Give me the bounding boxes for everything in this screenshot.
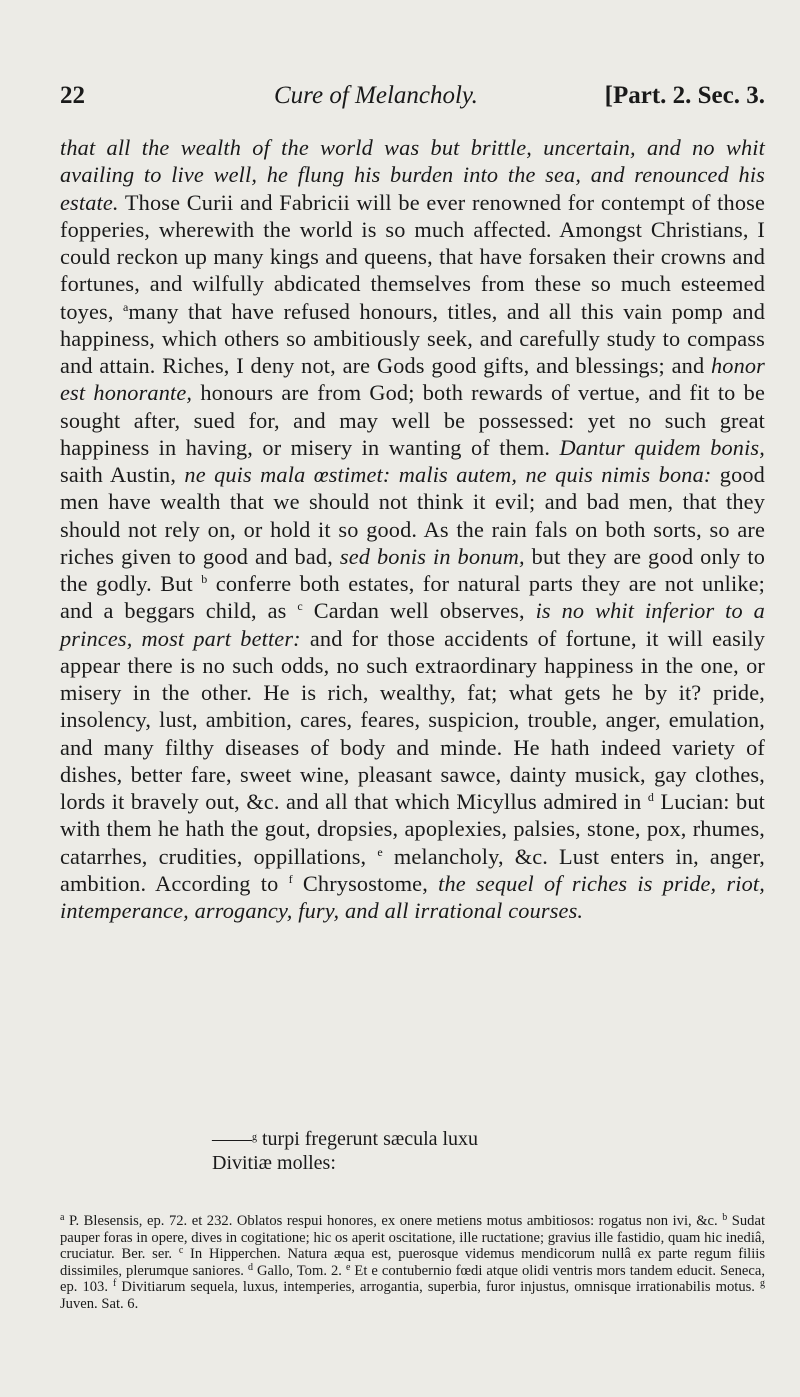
section-reference: [Part. 2. Sec. 3. (604, 82, 765, 109)
text-run: is no whit inferior to a princes, most part better: (60, 598, 765, 651)
footnote-marker: f (288, 871, 293, 886)
text-run: and for those accidents of fortune, it will easily appear there is no such odds, no such extraordinary happiness in the one, or misery in the other. He is rich, wealthy, fat; what gets he by it? pride, insolency, lust, ambition, cares, feares, suspicion, trouble, anger, emulation, and many filthy diseases of body and minde. He hath indeed variety of dishes, better fare, sweet wine, pleasant sawce, dainty musick, gay clothes, lords it bravely out, &c. and all that which Micyllus admired in (60, 625, 765, 814)
footnote-marker: d (247, 1261, 253, 1273)
verse-quotation (212, 1126, 632, 1175)
footnote-text: Et e contubernio fœdi atque olidi ventris mors tandem educit. Seneca, ep. 103. (60, 1262, 765, 1296)
footnotes (60, 1213, 765, 1313)
text-run: melancholy, &c. Lust enters in, anger, ambition. According to (60, 843, 765, 896)
footnote-text: In Hipperchen. Natura æqua est, puerosque videmus mendicorum nullâ ex parte regum filiis dissimiles, plerumque saniores. (60, 1246, 765, 1279)
footnote-text: Juven. Sat. 6. (60, 1295, 139, 1312)
text-run: Chrysostome, (292, 870, 439, 896)
text-run: ne quis mala œstimet: malis autem, ne quis nimis bona: (184, 462, 712, 487)
page-number: 22 (60, 82, 85, 109)
verse-line: ——$^g$ turpi fregerunt sæcula luxu (212, 1128, 479, 1150)
text-run: honours are from God; both rewards of vertue, and fit to be sought after, sued for, and may well be possessed: yet no such great happiness in having, or misery in wanting of them. (60, 380, 765, 460)
text-run: good men have wealth that we should not think it evil; and bad men, that they should not rely on, or hold it so good. As the rain fals on both sorts, so are riches given to good and bad, (60, 462, 765, 569)
text-run: conferre both estates, for natural parts they are not unlike; and a beggars child, as (60, 571, 766, 624)
footnote-text: Divitiarum sequela, luxus, intemperies, arrogantia, superbia, furor injustus, omnisque irrationabilis motus. (116, 1279, 760, 1296)
text-run: honor est honorante, (60, 353, 765, 406)
verse-line: Divitiæ molles: (212, 1152, 336, 1174)
text-run: but they are good only to the godly. But (60, 543, 765, 596)
verse-text: turpi fregerunt sæcula luxu (257, 1128, 479, 1150)
footnote-block (60, 1213, 765, 1313)
footnote-marker: g (760, 1278, 765, 1290)
text-run: that all the wealth of the world was but brittle, uncertain, and no whit availing to live well, he flung his burden into the sea, and renounced his estate. (60, 135, 765, 215)
footnote-text: P. Blesensis, ep. 72. et 232. Oblatos respui honores, ex onere metiens motus ambitiosos: rogatus non ivi, &c. (64, 1213, 723, 1229)
main-text (60, 134, 765, 924)
footnote-text: Sudat pauper foras in opere, dives in cogitatione; hic os aperit oscitatione, ille ructatione; gravius ille fastidio, quam hic inediâ, cruciatur. Ber. ser. (60, 1213, 765, 1263)
footnote-marker: e (377, 844, 383, 859)
footnote-marker: f (113, 1278, 117, 1290)
body-paragraph (60, 134, 765, 924)
footnote-marker: c (178, 1245, 184, 1257)
text-run: Those Curii and Fabricii will be ever renowned for contempt of those fopperies, wherewith the world is so much affected. Amongst Christians, I could reckon up many kings and queens, that have forsaken their crowns and fortunes, and wilfully abdicated themselves from these so much esteemed toyes, (60, 189, 765, 324)
footnote-marker: b (201, 572, 208, 586)
text-run: saith Austin, (60, 462, 185, 487)
footnote-marker: g (252, 1132, 257, 1143)
text-run: the sequel of riches is pride, riot, intemperance, arrogancy, fury, and all irrational courses. (60, 870, 765, 923)
running-header (60, 82, 765, 116)
text-run: many that have refused honours, titles, and all this vain pomp and happiness, which others so ambitiously seek, and carefully study to compass and attain. Riches, I deny not, are Gods good gifts, and blessings; and (60, 298, 766, 378)
text-run: Dantur quidem bonis, (559, 434, 765, 460)
text-run: Cardan well observes, (302, 598, 536, 624)
footnote-marker: b (722, 1212, 728, 1223)
footnote-marker: a (122, 299, 129, 314)
footnote-marker: e (345, 1261, 351, 1273)
footnote-marker: d (647, 790, 655, 804)
footnote-marker: c (297, 599, 303, 614)
text-run: Lucian: but with them he hath the gout, dropsies, apoplexies, palsies, stone, pox, rhumes, catarrhes, crudities, oppillations, (60, 789, 765, 869)
running-title: Cure of Melancholy. (274, 82, 478, 109)
text-run: sed bonis in bonum, (339, 543, 525, 569)
footnote-marker: a (60, 1212, 65, 1223)
footnote-text: Gallo, Tom. 2. (252, 1262, 346, 1279)
